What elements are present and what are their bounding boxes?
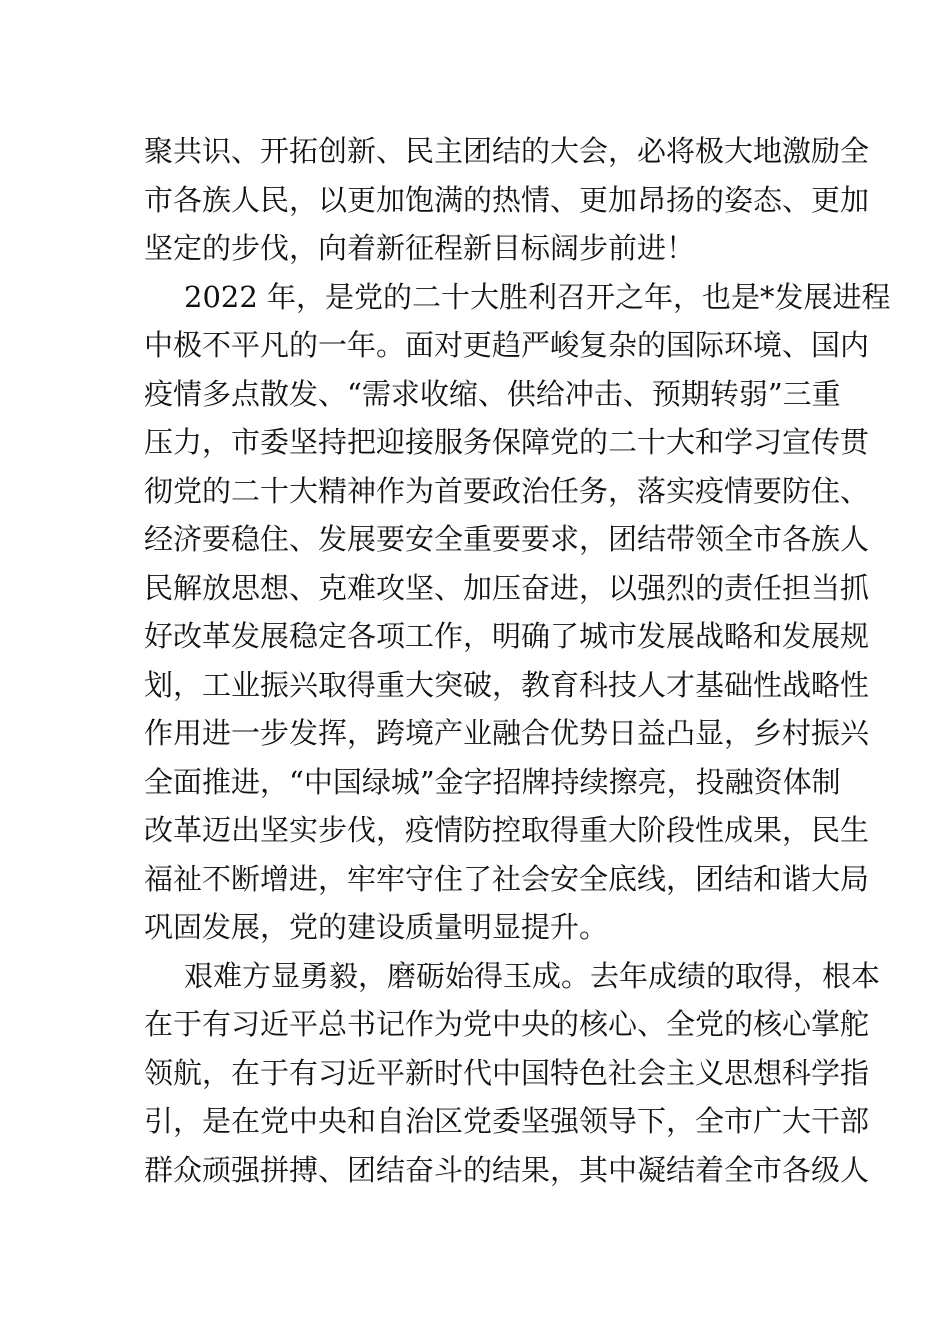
text-line: 市各族人民，以更加饱满的热情、更加昂扬的姿态、更加 <box>144 182 870 217</box>
text-line: 2022 年，是党的二十大胜利召开之年，也是*发展进程 <box>184 279 891 314</box>
text-line: 群众顽强拼搏、团结奋斗的结果，其中凝结着全市各级人 <box>144 1152 870 1187</box>
text-line: 聚共识、开拓创新、民主团结的大会，必将极大地激励全 <box>144 134 870 168</box>
text-line: 彻党的二十大精神作为首要政治任务，落实疫情要防住、 <box>144 473 870 508</box>
text-line: 全面推进，“中国绿城”金字招牌持续擦亮，投融资体制 <box>144 764 841 799</box>
text-line: 引，是在党中央和自治区党委坚强领导下，全市广大干部 <box>144 1104 870 1138</box>
text-line: 划，工业振兴取得重大突破，教育科技人才基础性战略性 <box>144 667 870 702</box>
text-line: 坚定的步伐，向着新征程新目标阔步前进！ <box>144 231 696 265</box>
text-line: 经济要稳住、发展要安全重要要求，团结带领全市各族人 <box>144 522 870 556</box>
text-line: 疫情多点散发、“需求收缩、供给冲击、预期转弱”三重 <box>144 376 841 411</box>
text-line: 改革迈出坚实步伐，疫情防控取得重大阶段性成果，民生 <box>144 813 870 847</box>
text-line: 领航，在于有习近平新时代中国特色社会主义思想科学指 <box>144 1055 870 1090</box>
text-line: 作用进一步发挥，跨境产业融合优势日益凸显，乡村振兴 <box>144 716 870 750</box>
text-line: 好改革发展稳定各项工作，明确了城市发展战略和发展规 <box>144 619 870 653</box>
text-line: 福祉不断增进，牢牢守住了社会安全底线，团结和谐大局 <box>144 861 870 896</box>
text-line: 艰难方显勇毅，磨砺始得玉成。去年成绩的取得，根本 <box>184 958 881 993</box>
text-line: 压力，市委坚持把迎接服务保障党的二十大和学习宣传贯 <box>144 425 870 459</box>
text-line: 民解放思想、克难攻坚、加压奋进，以强烈的责任担当抓 <box>144 570 870 605</box>
text-line: 在于有习近平总书记作为党中央的核心、全党的核心掌舵 <box>144 1007 870 1041</box>
text-line: 中极不平凡的一年。面对更趋严峻复杂的国际环境、国内 <box>144 328 870 362</box>
text-line: 巩固发展，党的建设质量明显提升。 <box>144 910 609 944</box>
body-text <box>144 127 891 1194</box>
